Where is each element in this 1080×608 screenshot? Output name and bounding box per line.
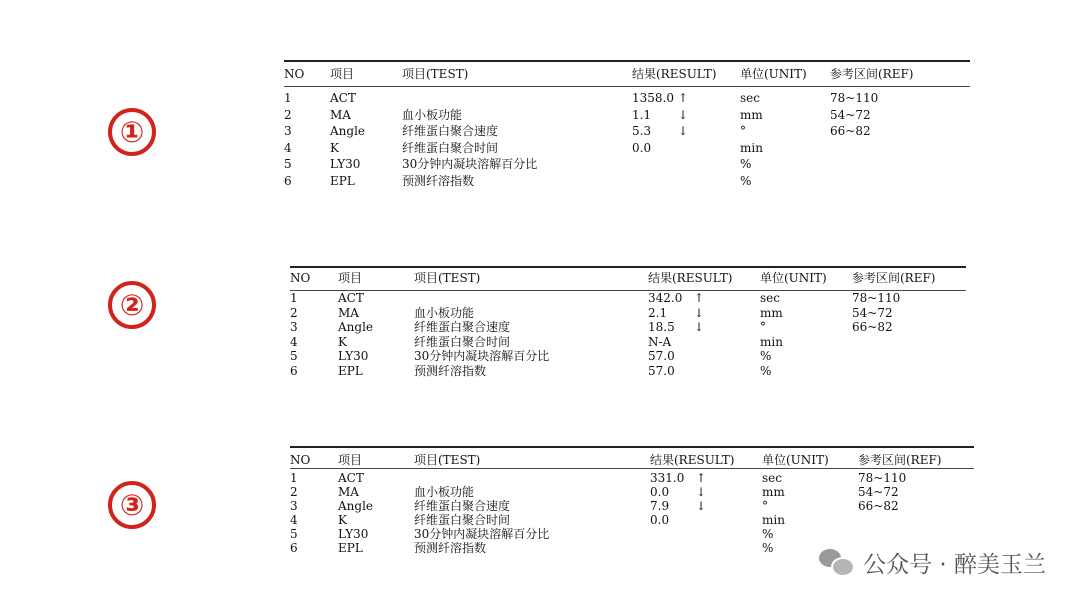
header-col-item: 项目 xyxy=(338,271,363,285)
flag-arrow-icon: ↓ xyxy=(696,499,707,513)
col-unit: % xyxy=(760,363,772,378)
col-test: 纤维蛋白聚合速度 xyxy=(414,499,511,513)
col-test: 纤维蛋白聚合时间 xyxy=(414,513,511,527)
header-col-ref: 参考区间(REF) xyxy=(852,271,936,285)
col-no: 6 xyxy=(284,173,292,188)
table-row xyxy=(284,90,970,106)
col-item: MA xyxy=(330,107,351,122)
col-no: 1 xyxy=(284,91,292,105)
col-item: K xyxy=(338,513,347,527)
col-no: 2 xyxy=(290,485,298,499)
flag-arrow-icon: ↓ xyxy=(694,320,705,334)
col-item: MA xyxy=(338,305,359,320)
col-no: 4 xyxy=(284,140,292,155)
col-ref: 54~72 xyxy=(830,107,871,122)
table-row xyxy=(284,173,970,189)
header-col-ref: 参考区间(REF) xyxy=(858,453,942,467)
col-item: ACT xyxy=(338,471,364,485)
col-test: 30分钟内凝块溶解百分比 xyxy=(402,157,538,171)
wechat-icon xyxy=(819,547,853,577)
col-ref: 78~110 xyxy=(852,291,901,305)
table-header xyxy=(290,452,974,468)
col-unit: sec xyxy=(740,91,760,105)
flag-arrow-icon: ↓ xyxy=(678,124,689,138)
table-row xyxy=(290,363,966,379)
header-col-result: 结果(RESULT) xyxy=(648,271,733,285)
col-test: 30分钟内凝块溶解百分比 xyxy=(414,527,550,541)
col-no: 5 xyxy=(290,527,298,541)
col-unit: mm xyxy=(740,107,763,122)
col-item: EPL xyxy=(338,363,363,378)
col-no: 2 xyxy=(284,107,292,122)
flag-arrow-icon: ↓ xyxy=(694,305,705,320)
col-result: 2.1 xyxy=(648,305,668,320)
table-row xyxy=(284,107,970,123)
table-row xyxy=(284,123,970,139)
col-unit: % xyxy=(762,527,774,541)
flag-arrow-icon: ↓ xyxy=(678,107,689,122)
col-result: N-A xyxy=(648,334,672,349)
watermark xyxy=(819,544,1046,580)
col-item: ACT xyxy=(330,91,356,105)
col-test: 预测纤溶指数 xyxy=(402,173,475,188)
header-col-ref: 参考区间(REF) xyxy=(830,67,914,81)
col-test: 纤维蛋白聚合时间 xyxy=(414,334,511,349)
header-col-unit: 单位(UNIT) xyxy=(740,67,807,81)
col-test: 预测纤溶指数 xyxy=(414,541,487,555)
col-test: 血小板功能 xyxy=(414,485,475,499)
col-no: 5 xyxy=(284,157,292,171)
col-no: 5 xyxy=(290,349,298,363)
col-result: 7.9 xyxy=(650,499,670,513)
col-unit: min xyxy=(760,334,783,349)
header-col-unit: 单位(UNIT) xyxy=(762,453,829,467)
col-no: 3 xyxy=(290,320,298,334)
header-col-result: 结果(RESULT) xyxy=(650,453,735,467)
col-no: 4 xyxy=(290,334,298,349)
col-no: 4 xyxy=(290,513,298,527)
header-col-item: 项目 xyxy=(330,67,355,81)
col-result: 331.0 xyxy=(650,471,685,485)
watermark-text: 公众号 · 醉美玉兰 xyxy=(863,551,1046,578)
col-item: LY30 xyxy=(330,157,361,171)
col-no: 3 xyxy=(284,124,292,138)
col-unit: % xyxy=(740,173,752,188)
col-test: 纤维蛋白聚合速度 xyxy=(402,124,499,138)
col-test: 血小板功能 xyxy=(414,305,475,320)
col-item: Angle xyxy=(330,124,366,138)
col-ref: 78~110 xyxy=(830,91,879,105)
col-result: 5.3 xyxy=(632,124,652,138)
circled-number-1: ① xyxy=(108,108,156,156)
col-ref: 66~82 xyxy=(852,320,893,334)
col-ref: 78~110 xyxy=(858,471,907,485)
col-no: 2 xyxy=(290,305,298,320)
col-test: 纤维蛋白聚合时间 xyxy=(402,140,499,155)
circled-number-3: ③ xyxy=(108,481,156,529)
col-unit: sec xyxy=(762,471,782,485)
table-row xyxy=(284,140,970,156)
col-item: EPL xyxy=(338,541,363,555)
table-top-rule xyxy=(290,266,966,268)
col-unit: ° xyxy=(760,320,766,334)
table-header xyxy=(284,66,970,82)
col-item: EPL xyxy=(330,173,355,188)
col-item: LY30 xyxy=(338,527,369,541)
col-result: 0.0 xyxy=(650,513,670,527)
col-test: 30分钟内凝块溶解百分比 xyxy=(414,349,550,363)
col-no: 6 xyxy=(290,363,298,378)
col-unit: sec xyxy=(760,291,780,305)
col-test: 预测纤溶指数 xyxy=(414,363,487,378)
col-result: 1358.0 xyxy=(632,91,674,105)
col-unit: min xyxy=(762,513,785,527)
col-result: 57.0 xyxy=(648,349,675,363)
col-result: 57.0 xyxy=(648,363,675,378)
header-col-no: NO xyxy=(290,453,311,467)
flag-arrow-icon: ↑ xyxy=(696,471,707,485)
col-ref: 54~72 xyxy=(852,305,893,320)
table-header xyxy=(290,270,966,286)
table-top-rule xyxy=(290,446,974,448)
header-col-test: 项目(TEST) xyxy=(414,271,481,285)
col-item: MA xyxy=(338,485,359,499)
col-unit: % xyxy=(762,541,774,555)
header-col-no: NO xyxy=(284,67,305,81)
col-result: 1.1 xyxy=(632,107,652,122)
col-unit: % xyxy=(740,157,752,171)
col-test: 血小板功能 xyxy=(402,107,463,122)
col-no: 1 xyxy=(290,291,298,305)
flag-arrow-icon: ↑ xyxy=(678,91,689,105)
col-no: 1 xyxy=(290,471,298,485)
col-unit: % xyxy=(760,349,772,363)
col-item: LY30 xyxy=(338,349,369,363)
col-result: 342.0 xyxy=(648,291,683,305)
table-row xyxy=(284,156,970,172)
col-no: 3 xyxy=(290,499,298,513)
flag-arrow-icon: ↓ xyxy=(696,485,707,499)
col-test: 纤维蛋白聚合速度 xyxy=(414,320,511,334)
col-unit: ° xyxy=(740,124,746,138)
header-col-item: 项目 xyxy=(338,453,363,467)
col-result: 0.0 xyxy=(632,140,652,155)
col-item: Angle xyxy=(338,499,374,513)
col-ref: 54~72 xyxy=(858,485,899,499)
col-result: 18.5 xyxy=(648,320,675,334)
flag-arrow-icon: ↑ xyxy=(694,291,705,305)
col-unit: min xyxy=(740,140,763,155)
table-header-rule xyxy=(284,86,970,87)
col-item: ACT xyxy=(338,291,364,305)
col-unit: mm xyxy=(760,305,783,320)
table-header-rule xyxy=(290,468,974,469)
circled-number-2: ② xyxy=(108,281,156,329)
col-ref: 66~82 xyxy=(830,124,871,138)
header-col-result: 结果(RESULT) xyxy=(632,67,717,81)
table-top-rule xyxy=(284,60,970,62)
header-col-no: NO xyxy=(290,271,311,285)
col-unit: ° xyxy=(762,499,768,513)
header-col-unit: 单位(UNIT) xyxy=(760,271,827,285)
col-unit: mm xyxy=(762,485,785,499)
col-item: K xyxy=(338,334,347,349)
col-item: Angle xyxy=(338,320,374,334)
col-item: K xyxy=(330,140,339,155)
header-col-test: 项目(TEST) xyxy=(414,453,481,467)
col-ref: 66~82 xyxy=(858,499,899,513)
col-no: 6 xyxy=(290,541,298,555)
header-col-test: 项目(TEST) xyxy=(402,67,469,81)
col-result: 0.0 xyxy=(650,485,670,499)
